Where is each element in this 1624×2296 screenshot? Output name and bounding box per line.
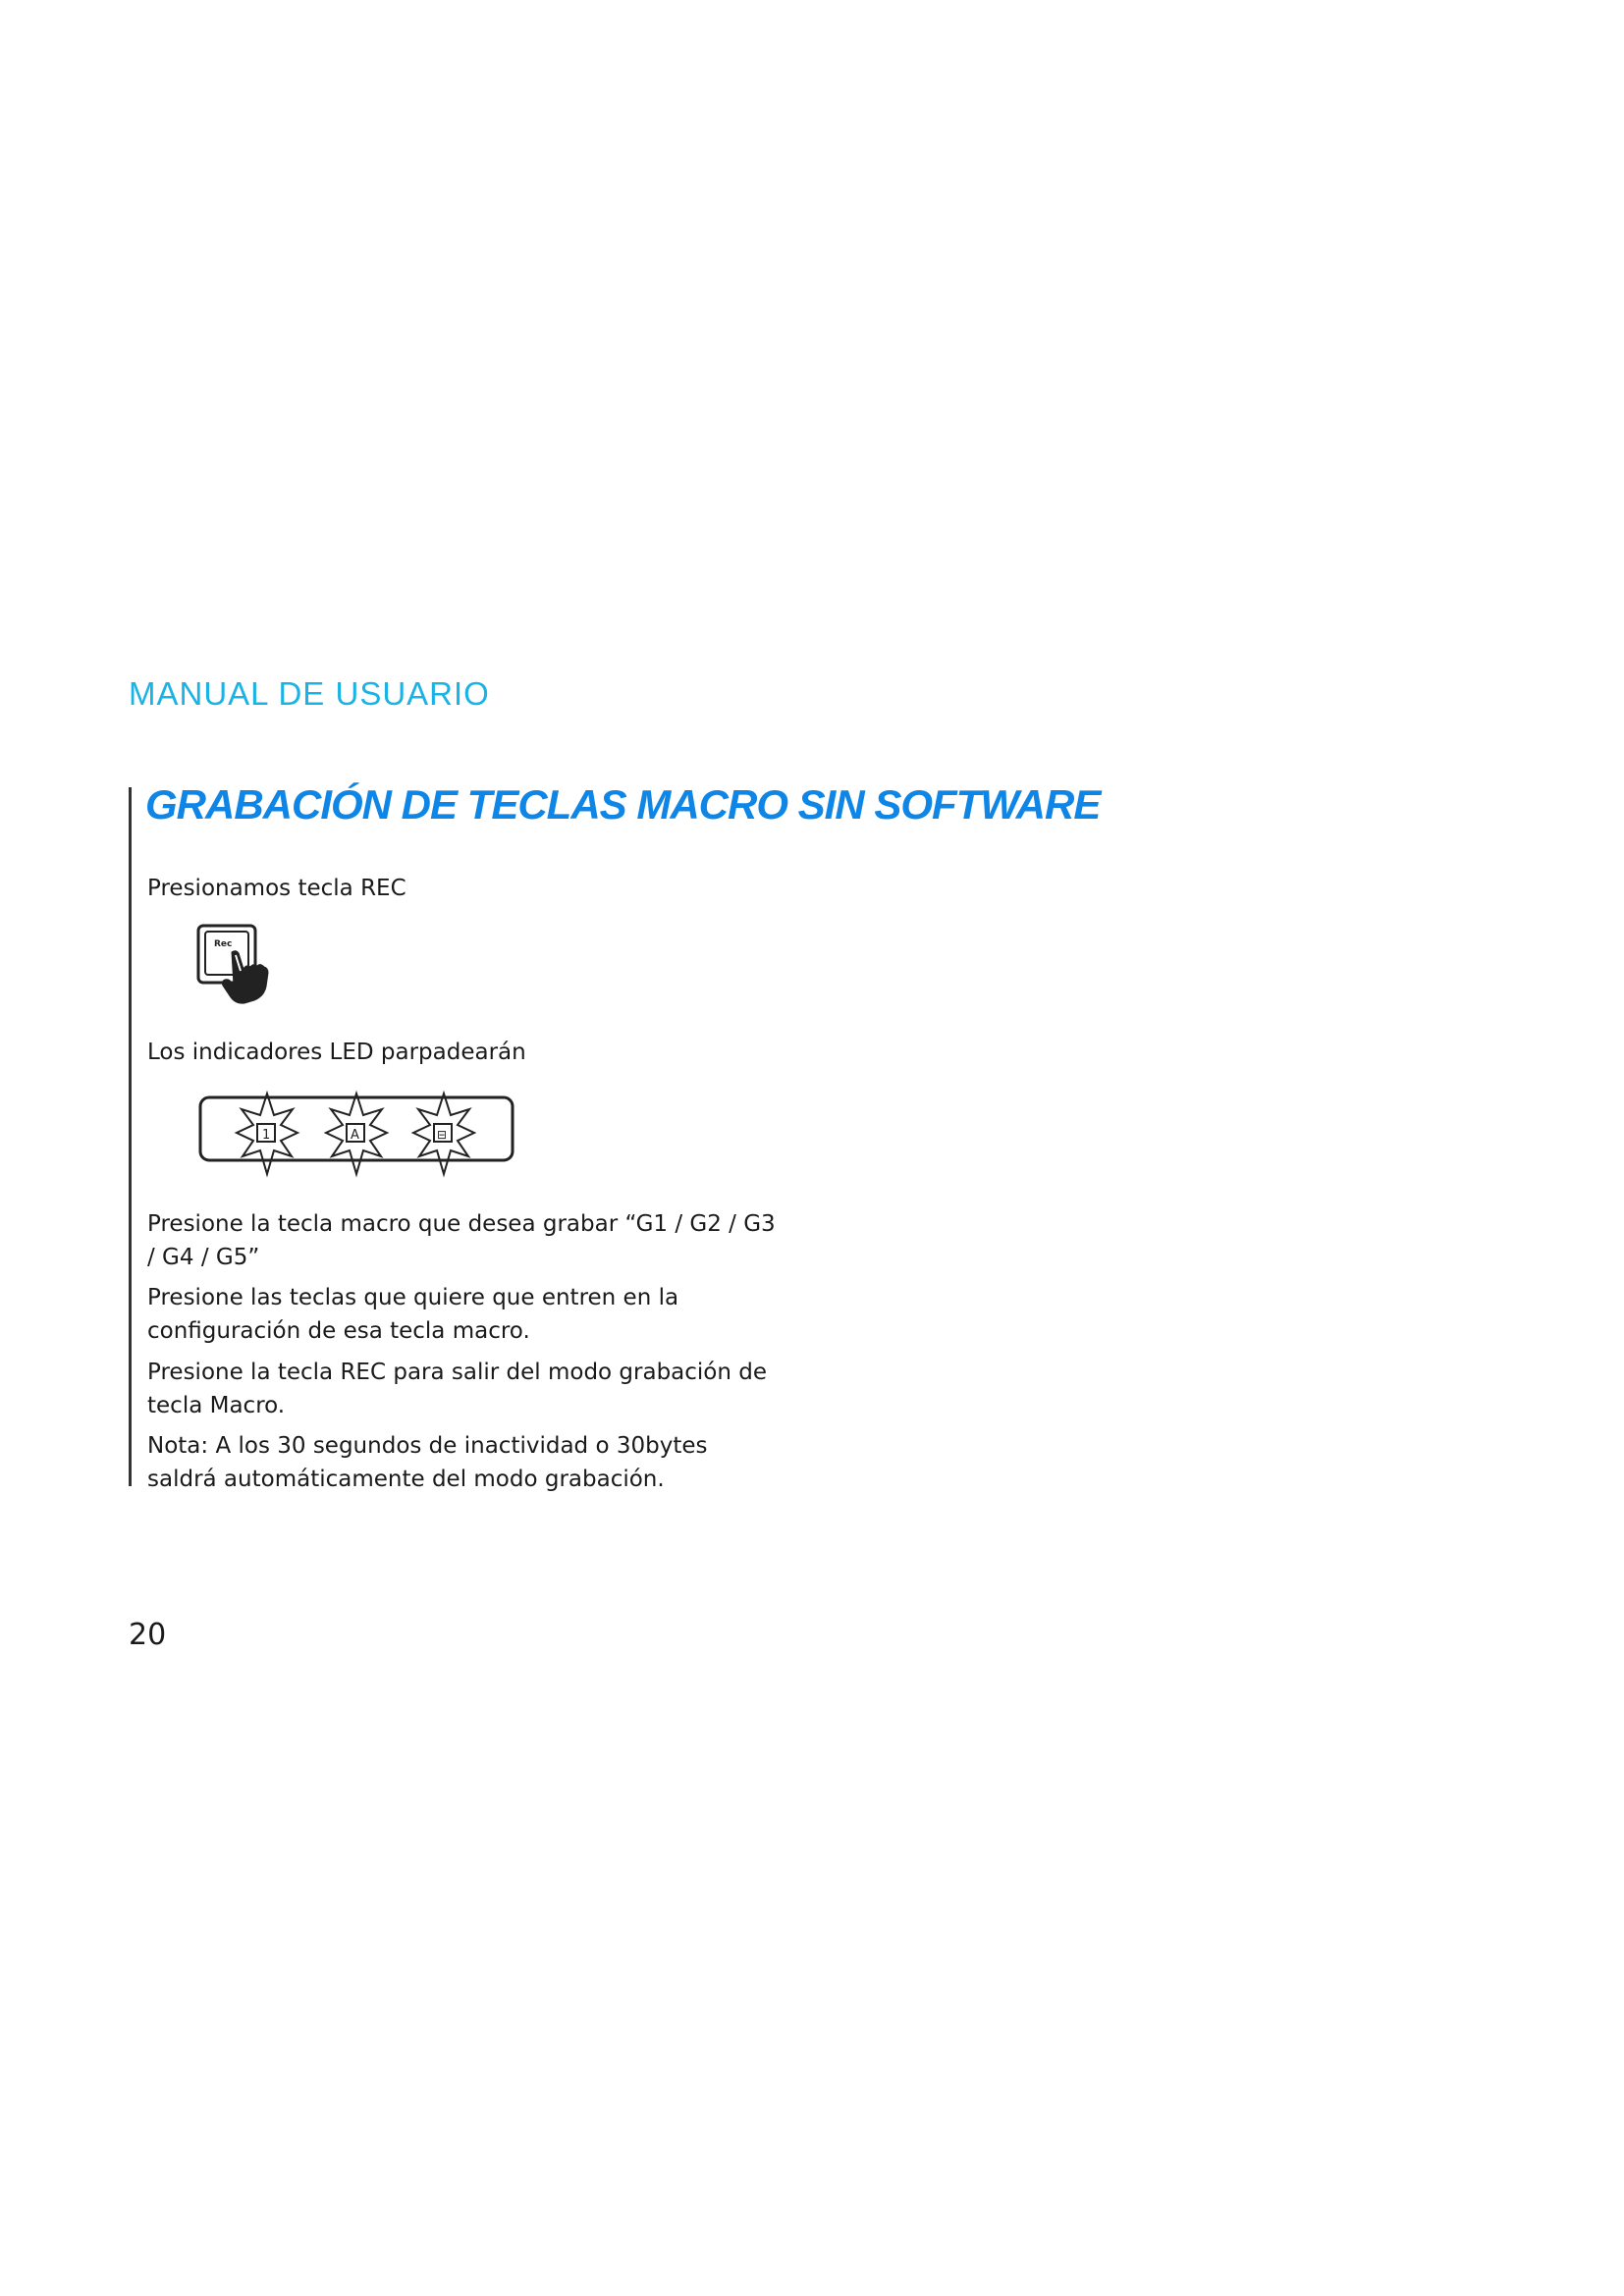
step-exit-recording: Presione la tecla REC para salir del modo grabación de tecla Macro. <box>147 1360 768 1418</box>
rec-key-press-illustration <box>194 923 293 1005</box>
led-label-3: ⊟ <box>437 1128 448 1142</box>
step-led-blink: Los indicadores LED parpadearán <box>147 1040 526 1065</box>
manual-header: MANUAL DE USUARIO <box>129 675 490 712</box>
rec-key-label: Rec <box>214 939 233 949</box>
step-press-rec: Presionamos tecla REC <box>147 876 406 901</box>
section-title: GRABACIÓN DE TECLAS MACRO SIN SOFTWARE <box>145 781 1101 828</box>
step-press-keys: Presione las teclas que quiere que entren en la configuración de esa tecla macro. <box>147 1285 679 1344</box>
led-indicators-illustration <box>196 1090 516 1178</box>
step-press-macro-key: Presione la tecla macro que desea grabar “G1 / G2 / G3 / G4 / G5” <box>147 1211 776 1270</box>
page-number: 20 <box>129 1618 167 1652</box>
note-timeout: Nota: A los 30 segundos de inactividad o 30bytes saldrá automáticamente del modo grabación. <box>147 1433 708 1492</box>
led-label-2: A <box>351 1128 359 1143</box>
led-label-1: 1 <box>262 1128 271 1143</box>
